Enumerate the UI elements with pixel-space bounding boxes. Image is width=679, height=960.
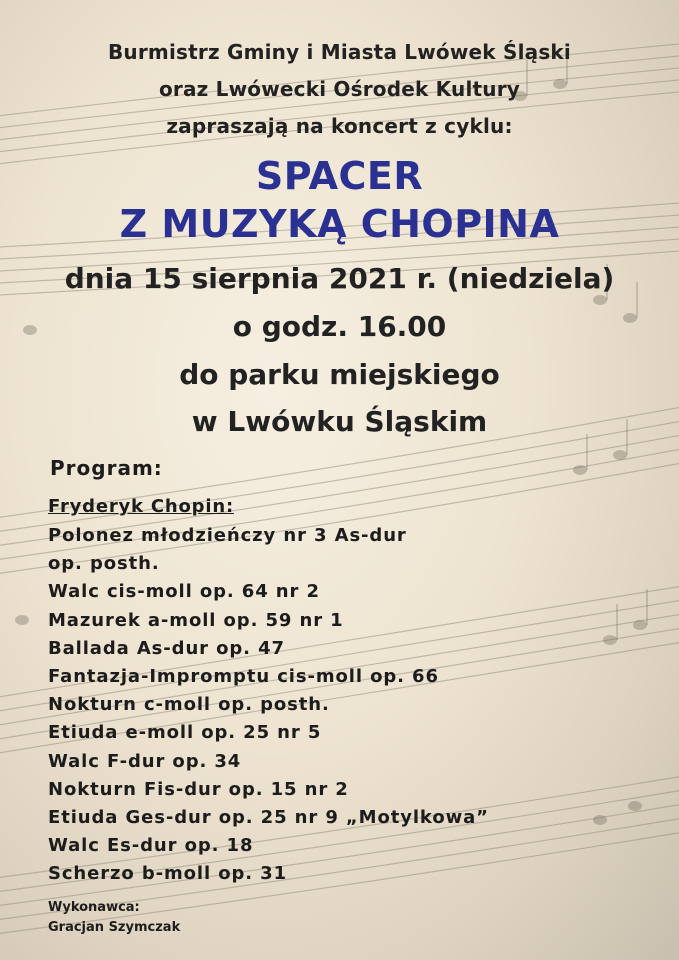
program-item: Polonez młodzieńczy nr 3 As-dur <box>48 525 407 546</box>
program-item: Walc Es-dur op. 18 <box>48 835 254 857</box>
program-item: Scherzo b-moll op. 31 <box>48 863 288 885</box>
program-item: Walc F-dur op. 34 <box>48 750 242 772</box>
invitation-line: zapraszają na koncert z cyklu: <box>166 114 513 138</box>
title-line-2: Z MUZYKĄ CHOPINA <box>119 202 560 246</box>
program-item: Nokturn Fis-dur op. 15 nr 2 <box>48 778 349 800</box>
performer-name: Gracjan Szymczak <box>48 920 181 935</box>
program-item: Walc cis-moll op. 64 nr 2 <box>48 581 320 603</box>
program-item: Ballada As-dur op. 47 <box>48 637 285 659</box>
program-item: op. posth. <box>48 553 160 575</box>
performer-label: Wykonawca: <box>48 900 140 915</box>
program-item: Mazurek a-moll op. 59 nr 1 <box>48 609 344 631</box>
program-item: Nokturn c-moll op. posth. <box>48 694 330 716</box>
program-list <box>48 522 489 889</box>
composer-name: Fryderyk Chopin: <box>48 496 234 517</box>
event-date: dnia 15 sierpnia 2021 r. (niedziela) <box>64 262 615 295</box>
program-item: Etiuda Ges-dur op. 25 nr 9 „Motylkowa” <box>48 807 489 829</box>
event-time: o godz. 16.00 <box>232 310 447 343</box>
program-item: Fantazja-Impromptu cis-moll op. 66 <box>48 666 439 688</box>
organizer-line-1: Burmistrz Gminy i Miasta Lwówek Śląski <box>107 40 571 64</box>
program-heading: Program: <box>50 456 163 480</box>
program-item: Etiuda e-moll op. 25 nr 5 <box>48 722 322 744</box>
title-line-1: SPACER <box>255 154 424 198</box>
event-place-line-1: do parku miejskiego <box>179 358 500 391</box>
organizer-line-2: oraz Lwówecki Ośrodek Kultury <box>158 77 521 101</box>
event-place-line-2: w Lwówku Śląskim <box>191 405 488 438</box>
